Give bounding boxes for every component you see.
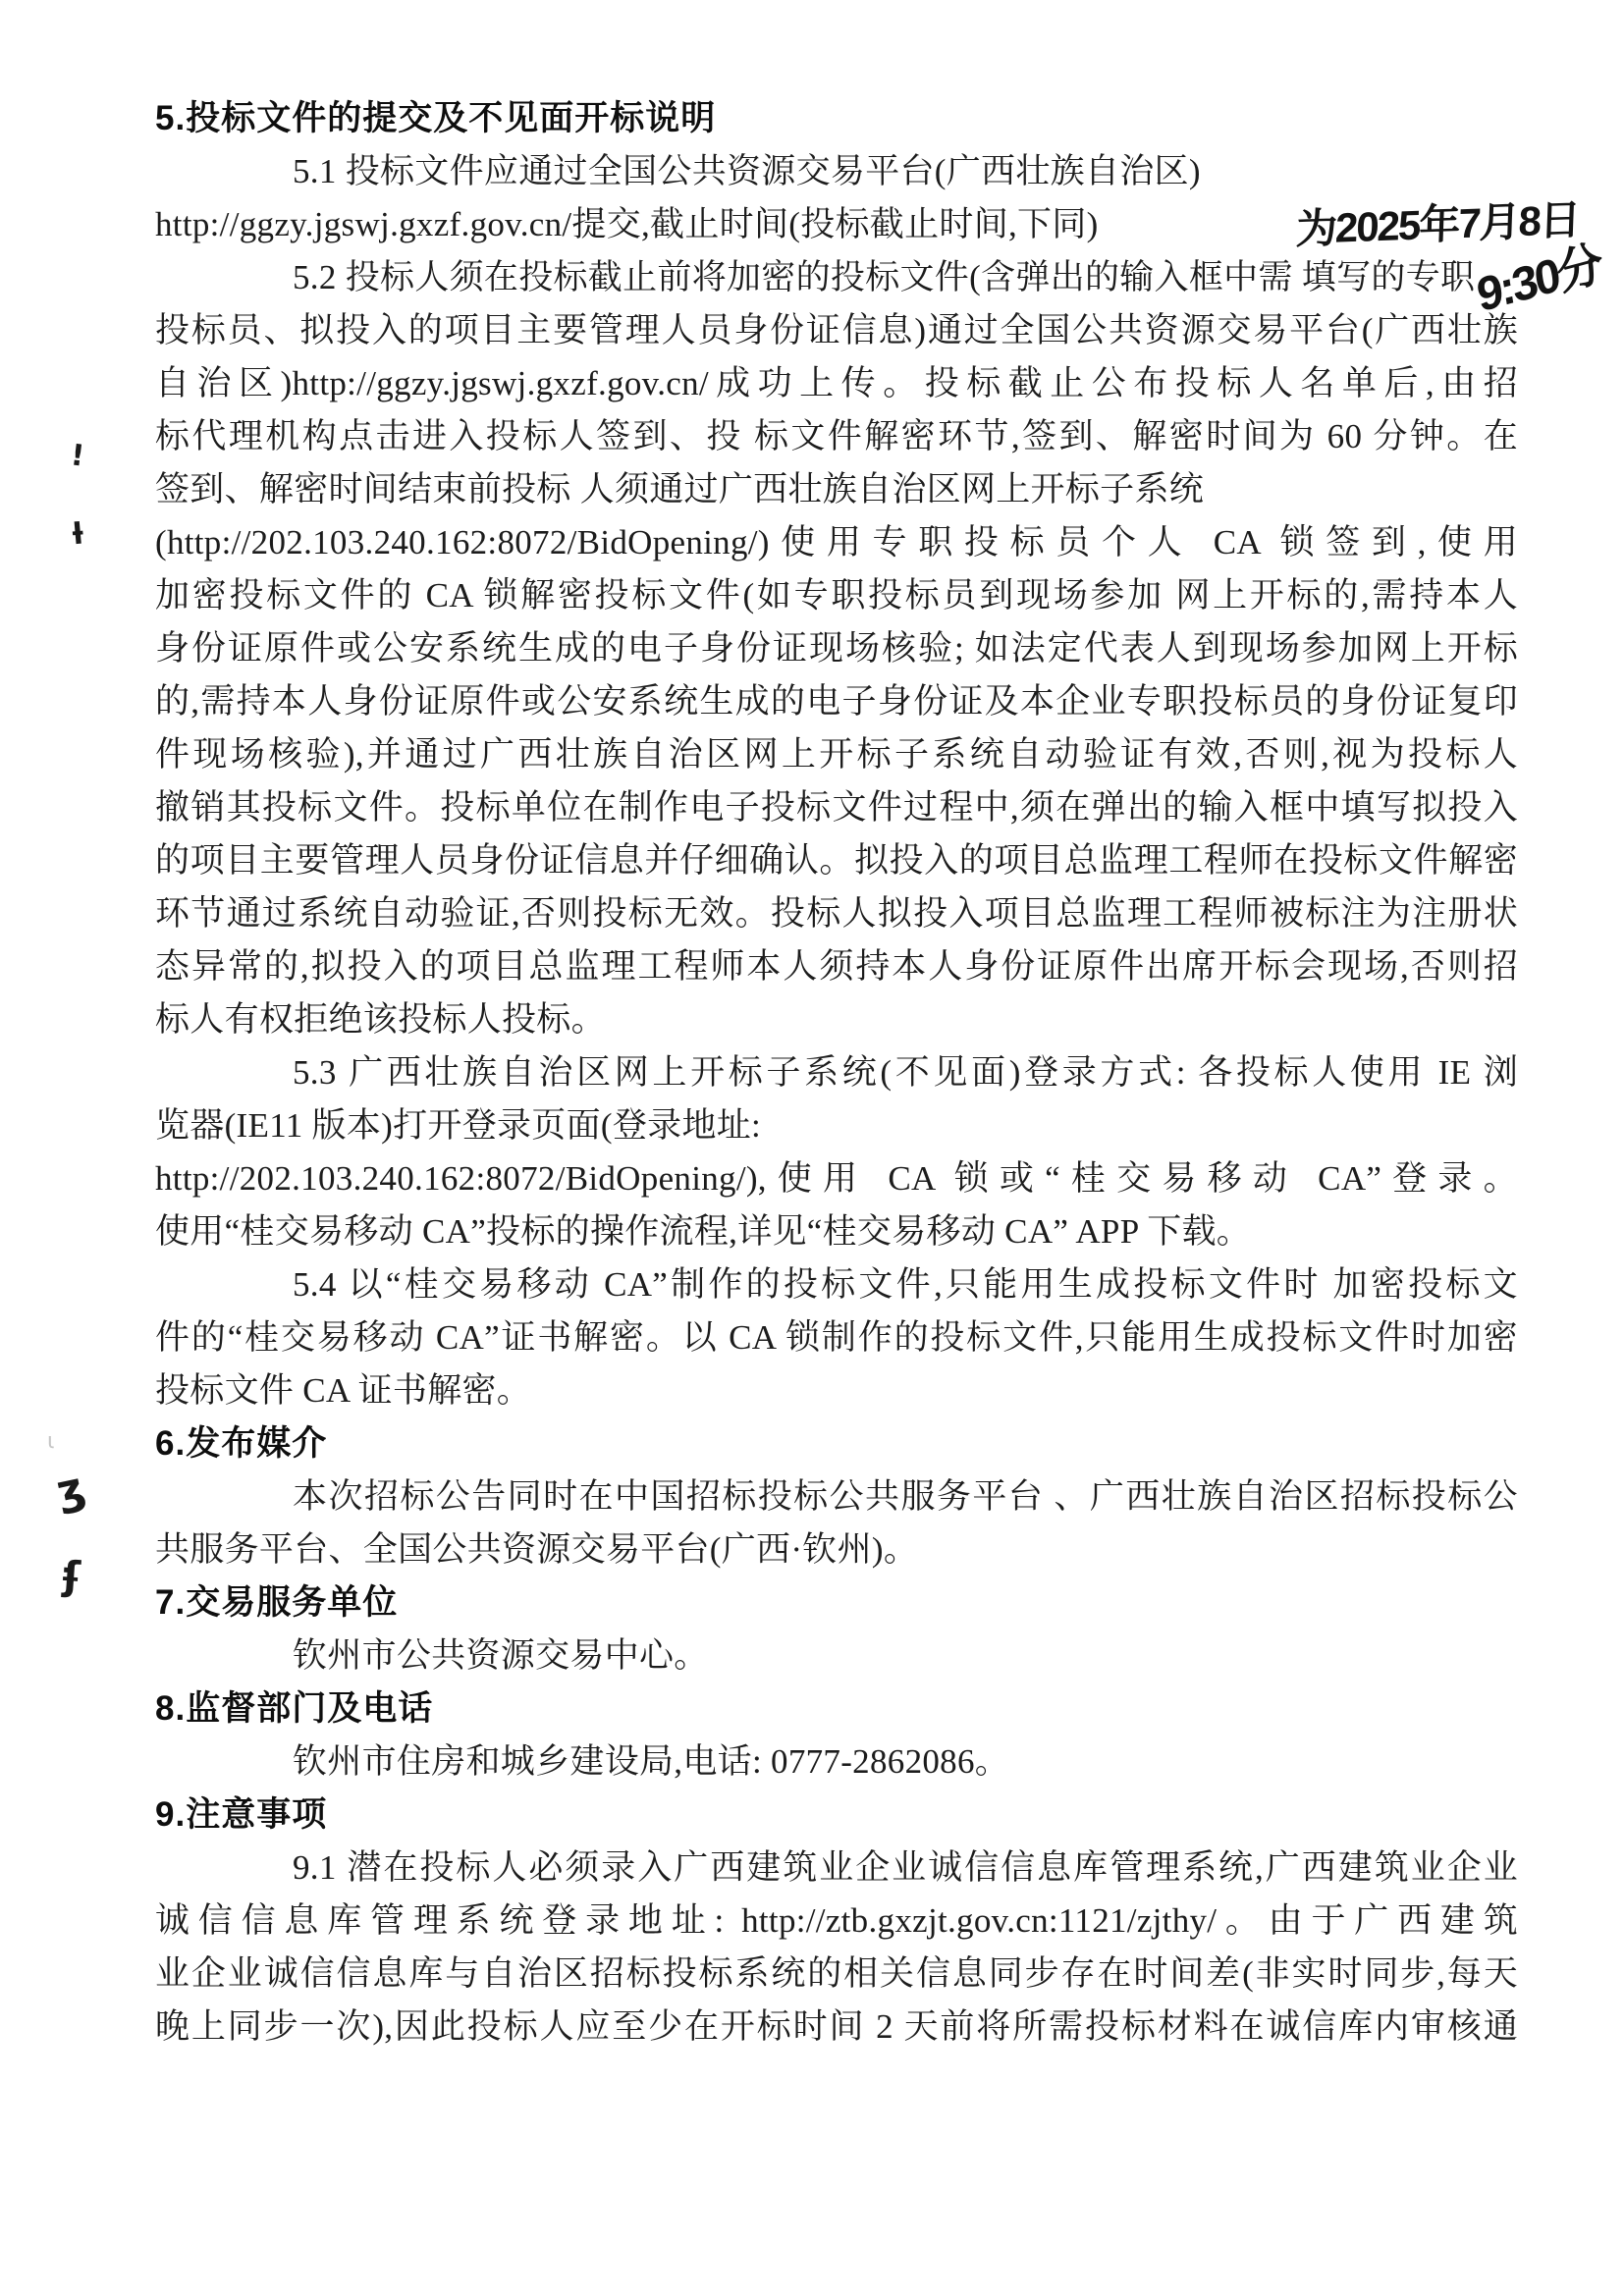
document-line: 加密投标文件的 CA 锁解密投标文件(如专职投标员到现场参加 网上开标的,需持本人 (155, 576, 1518, 614)
document-line: http://202.103.240.162:8072/BidOpening/),使用 CA 锁或“桂交易移动 CA”登录。 (155, 1159, 1518, 1198)
document-line: 诚信信息库管理系统登录地址: http://ztb.gxzjt.gov.cn:1121/zjthy/。由于广西建筑 (155, 1901, 1518, 1940)
handwritten-deadline-date: 为2025年7月8日 (1295, 195, 1580, 253)
ink-mark: ʒ (51, 1462, 90, 1518)
document-line: http://ggzy.jgswj.gxzf.gov.cn/提交,截止时间(投标截止时间,下同) (155, 205, 1099, 243)
document-line: 态异常的,拟投入的项目总监理工程师本人须持本人身份证原件出席开标会现场,否则招 (155, 947, 1518, 986)
document-line: 本次招标公告同时在中国招标投标公共服务平台 、广西壮族自治区招标投标公 (293, 1477, 1518, 1516)
ink-mark: ! (68, 438, 86, 474)
document-line: 共服务平台、全国公共资源交易平台(广西·钦州)。 (155, 1530, 919, 1569)
document-line: 的项目主要管理人员身份证信息并仔细确认。拟投入的项目总监理工程师在投标文件解密 (155, 841, 1518, 880)
ink-mark: ι (47, 1429, 55, 1454)
document-line: 览器(IE11 版本)打开登录页面(登录地址: (155, 1106, 762, 1145)
document-line: 5.3 广西壮族自治区网上开标子系统(不见面)登录方式: 各投标人使用 IE 浏 (293, 1053, 1518, 1092)
section-heading: 8.监督部门及电话 (155, 1689, 434, 1728)
document-line: 业企业诚信信息库与自治区招标投标系统的相关信息同步存在时间差(非实时同步,每天 (155, 1954, 1518, 1993)
section-heading: 9.注意事项 (155, 1795, 328, 1834)
document-line: 身份证原件或公安系统生成的电子身份证现场核验; 如法定代表人到现场参加网上开标 (155, 629, 1518, 667)
document-line: 5.1 投标文件应通过全国公共资源交易平台(广西壮族自治区) (293, 152, 1201, 190)
document-line: 投标文件 CA 证书解密。 (155, 1371, 532, 1410)
document-line: 环节通过系统自动验证,否则投标无效。投标人拟投入项目总监理工程师被标注为注册状 (155, 894, 1518, 933)
document-line: 撤销其投标文件。投标单位在制作电子投标文件过程中,须在弹出的输入框中填写拟投入 (155, 788, 1518, 827)
document-line: 投标员、拟投入的项目主要管理人员身份证信息)通过全国公共资源交易平台(广西壮族 (155, 311, 1518, 349)
section-heading: 5.投标文件的提交及不见面开标说明 (155, 99, 717, 137)
ink-mark: ƚ (71, 516, 85, 553)
document-line: 钦州市公共资源交易中心。 (293, 1636, 709, 1675)
document-line: 9.1 潜在投标人必须录入广西建筑业企业诚信信息库管理系统,广西建筑业企业 (293, 1848, 1518, 1887)
document-text-block (155, 92, 1518, 2054)
document-line: 件现场核验),并通过广西壮族自治区网上开标子系统自动验证有效,否则,视为投标人 (155, 735, 1518, 774)
section-heading: 7.交易服务单位 (155, 1583, 399, 1622)
section-heading: 6.发布媒介 (155, 1424, 328, 1463)
document-line: 自治区)http://ggzy.jgswj.gxzf.gov.cn/成功上传。投标截止公布投标人名单后,由招 (155, 364, 1518, 402)
document-line: 5.2 投标人须在投标截止前将加密的投标文件(含弹出的输入框中需 填写的专职 (293, 258, 1476, 296)
document-line: 5.4 以“桂交易移动 CA”制作的投标文件,只能用生成投标文件时 加密投标文 (293, 1265, 1518, 1304)
handwritten-deadline-time: 9:30分 (1473, 238, 1604, 323)
document-line: 的,需持本人身份证原件或公安系统生成的电子身份证及本企业专职投标员的身份证复印 (155, 682, 1518, 721)
document-line: (http://202.103.240.162:8072/BidOpening/)使用专职投标员个人 CA 锁签到,使用 (155, 523, 1518, 561)
document-line: 晚上同步一次),因此投标人应至少在开标时间 2 天前将所需投标材料在诚信库内审核通 (155, 2007, 1518, 2046)
document-line: 钦州市住房和城乡建设局,电话: 0777-2862086。 (293, 1742, 1010, 1781)
document-line: 使用“桂交易移动 CA”投标的操作流程,详见“桂交易移动 CA” APP 下载。 (155, 1212, 1252, 1251)
document-line: 标人有权拒绝该投标人投标。 (155, 1000, 606, 1039)
document-line: 标代理机构点击进入投标人签到、投 标文件解密环节,签到、解密时间为 60 分钟。在 (155, 417, 1518, 455)
ink-mark: ʄ (61, 1553, 81, 1600)
document-line: 签到、解密时间结束前投标 人须通过广西壮族自治区网上开标子系统 (155, 470, 1205, 508)
document-line: 件的“桂交易移动 CA”证书解密。以 CA 锁制作的投标文件,只能用生成投标文件时加密 (155, 1318, 1518, 1357)
